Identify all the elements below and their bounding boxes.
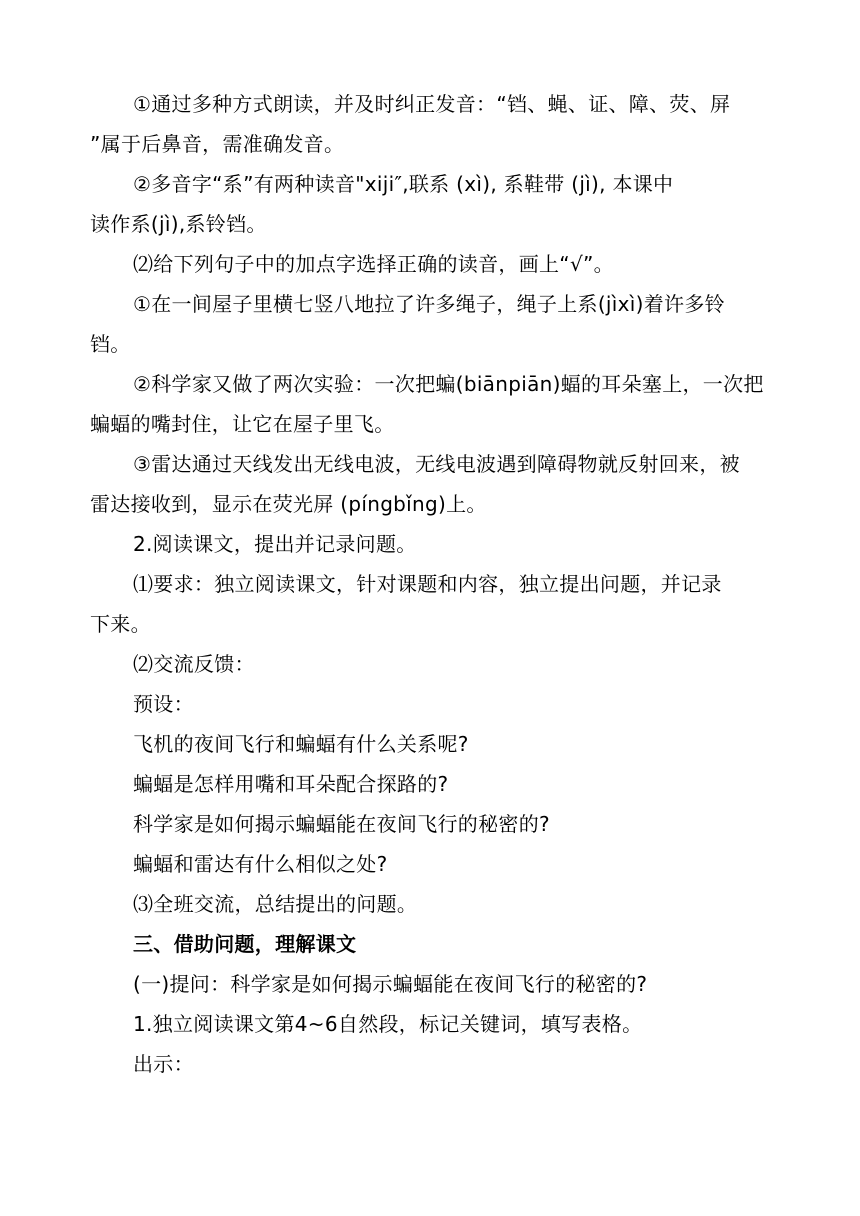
text-line: 出示： <box>133 1052 194 1076</box>
text-line: 下来。 <box>90 612 151 636</box>
text-line: 科学家是如何揭示蝙蝠能在夜间飞行的秘密的? <box>133 812 550 836</box>
text-line: 预设： <box>133 692 194 716</box>
text-line: 飞机的夜间飞行和蝙蝠有什么关系呢? <box>133 732 469 756</box>
text-line: ⑶全班交流，总结提出的问题。 <box>133 892 418 916</box>
text-line: ②科学家又做了两次实验：一次把蝙(biānpiān)蝠的耳朵塞上，一次把 <box>133 372 764 396</box>
text-line: (一)提问：科学家是如何揭示蝙蝠能在夜间飞行的秘密的? <box>133 972 648 996</box>
text-line: ①通过多种方式朗读，并及时纠正发音：“铛、蝇、证、障、荧、屏 <box>133 92 731 116</box>
text-line: 蝙蝠是怎样用嘴和耳朵配合探路的? <box>133 772 449 796</box>
section-heading: 三、借助问题，理解课文 <box>133 932 357 956</box>
text-line: 蝙蝠的嘴封住，让它在屋子里飞。 <box>90 412 395 436</box>
text-line: 读作系(jì),系铃铛。 <box>90 212 267 236</box>
text-line: 1.独立阅读课文第4~6自然段，标记关键词，填写表格。 <box>133 1012 643 1036</box>
text-line: 2.阅读课文，提出并记录问题。 <box>133 532 417 556</box>
text-line: ②多音字“系”有两种读音"xiji″,联系 (xì), 系鞋带 (jì), 本课中 <box>133 172 674 196</box>
text-line: ③雷达通过天线发出无线电波，无线电波遇到障碍物就反射回来，被 <box>133 452 740 476</box>
text-line: 雷达接收到，显示在荧光屏 (píngbǐng)上。 <box>90 492 487 516</box>
text-line: ①在一间屋子里横七竖八地拉了许多绳子，绳子上系(jìxì)着许多铃 <box>133 292 725 316</box>
text-line: ⑵交流反馈： <box>133 652 255 676</box>
text-line: ⑵给下列句子中的加点字选择正确的读音，画上“√”。 <box>133 252 614 276</box>
text-line: ⑴要求：独立阅读课文，针对课题和内容，独立提出问题，并记录 <box>133 572 722 596</box>
text-line: 铛。 <box>90 332 131 356</box>
text-line: ”属于后鼻音，需准确发音。 <box>90 132 345 156</box>
text-line: 蝙蝠和雷达有什么相似之处? <box>133 852 388 876</box>
